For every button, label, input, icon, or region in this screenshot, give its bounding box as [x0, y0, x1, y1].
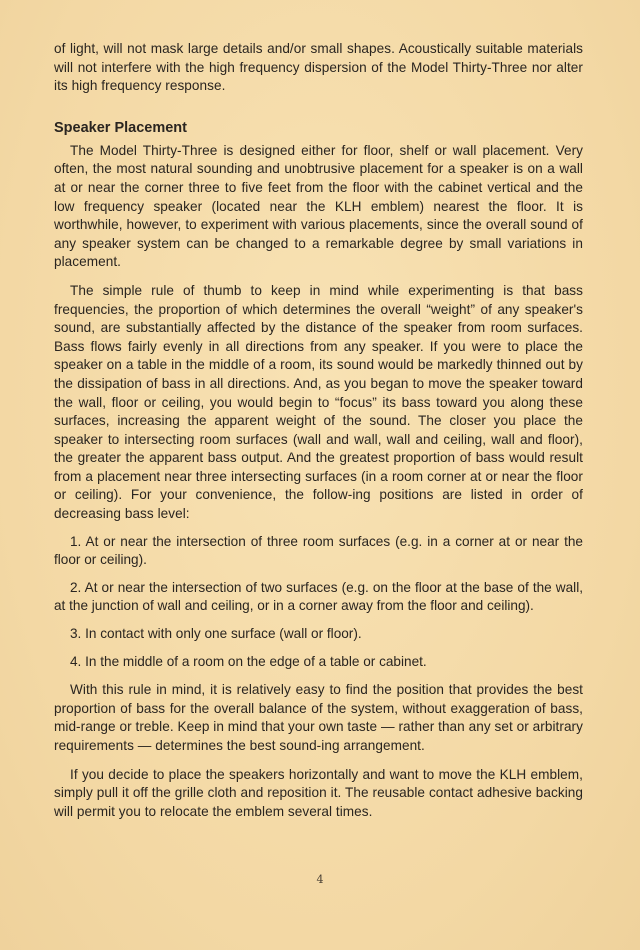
- list-item: 1. At or near the intersection of three room surfaces (e.g. in a corner at or near the floor or ceiling).: [54, 533, 583, 568]
- paragraph-balance: With this rule in mind, it is relatively easy to find the position that provides the best proportion of bass for the overall balance of the system, without exaggeration of bass, mid-range or treble. Keep in mind that your own taste — rather than any set or arbitrary requirements — determines the best sound-ing arrangement.: [54, 682, 583, 753]
- page-number: 4: [316, 873, 324, 886]
- list-item: 2. At or near the intersection of two surfaces (e.g. on the floor at the base of the wall, at the junction of wall and ceiling, or in a corner away from the floor and ceiling).: [54, 579, 583, 614]
- paragraph-emblem: If you decide to place the speakers horizontally and want to move the KLH emblem, simply pull it off the grille cloth and reposition it. The reusable contact adhesive backing will permit you to relocate the emblem several times.: [54, 766, 583, 819]
- paragraph-rule-of-thumb: The simple rule of thumb to keep in mind while experimenting is that bass frequencies, the proportion of which determines the overall “weight” of any speaker's sound, are substantially affected by the distance of the speaker from room surfaces. Bass flows fairly evenly in all directions from any speaker. If you were to place the speaker on a table in the middle of a room, its sound would be markedly thinned out by the dissipation of bass in all directions. And, as you began to move the speaker toward the wall, floor or ceiling, you would begin to “focus” its bass toward you along these surfaces, increasing the apparent weight of the sound. The closer you place the speaker to intersecting room surfaces (wall and wall, wall and ceiling, wall and floor), the greater the apparent bass output. And the greatest proportion of bass would result from a placement near three intersecting surfaces (in a room corner at or near the floor or ceiling). For your convenience, the follow-ing positions are listed in order of decreasing bass level:: [54, 282, 583, 522]
- list-item: 4. In the middle of a room on the edge of a table or cabinet.: [70, 653, 427, 669]
- list-item: 3. In contact with only one surface (wall or floor).: [70, 626, 362, 642]
- section-heading: Speaker Placement: [54, 119, 187, 136]
- paragraph-design: The Model Thirty-Three is designed either for floor, shelf or wall placement. Very often, the most natural sounding and unobtrusive placement for a speaker is on a wall at or near the corner three to five feet from the floor with the cabinet vertical and the low frequency speaker (located near the KLH emblem) nearest the floor. It is worthwhile, however, to experiment with various placements, since the overall sound of any speaker system can be changed to a remarkable degree by small variations in placement.: [54, 142, 583, 270]
- continuation-paragraph: of light, will not mask large details and/or small shapes. Acoustically suitable materials will not interfere with the high frequency dispersion of the Model Thirty-Three nor alter its high frequency response.: [54, 41, 583, 94]
